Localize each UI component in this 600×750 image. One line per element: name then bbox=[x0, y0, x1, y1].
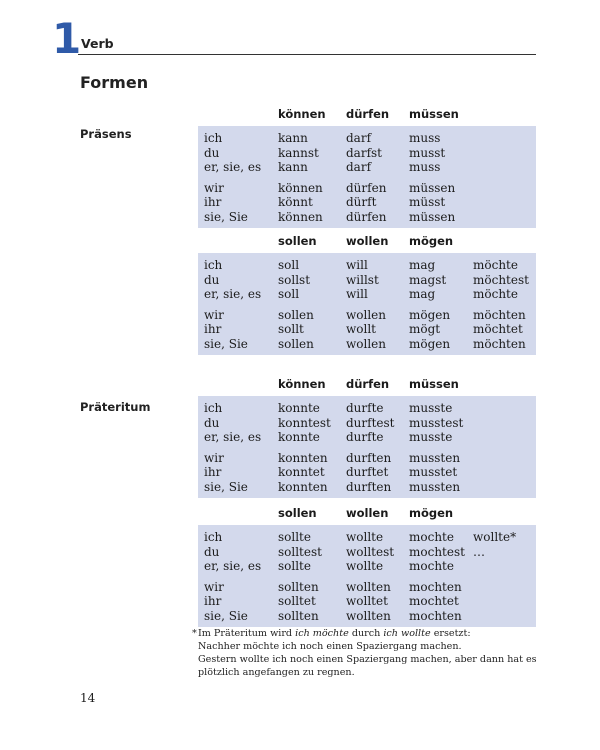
verb-form-cell: müssen bbox=[409, 180, 456, 195]
person-group bbox=[198, 530, 536, 574]
verb-form-cell: kannst bbox=[278, 145, 319, 160]
table-row bbox=[198, 594, 536, 609]
table-row bbox=[198, 181, 536, 196]
person-group bbox=[198, 258, 536, 302]
section-title: Formen bbox=[80, 73, 149, 92]
verb-form-cell: wollen bbox=[346, 307, 387, 322]
verb-form-cell: möchte bbox=[473, 287, 518, 301]
verb-form-cell: durfte bbox=[346, 430, 384, 444]
verb-form-cell: möchten bbox=[473, 307, 526, 322]
pronoun-cell: ihr bbox=[204, 465, 222, 479]
column-header: müssen bbox=[409, 107, 459, 121]
verb-form-cell: sollst bbox=[278, 272, 311, 287]
pronoun-cell: du bbox=[204, 145, 220, 160]
pronoun-cell: er, sie, es bbox=[204, 430, 262, 444]
verb-form-cell: muss bbox=[409, 160, 441, 174]
person-group bbox=[198, 181, 536, 225]
verb-form-cell: durften bbox=[346, 450, 392, 465]
verb-form-cell: darfst bbox=[346, 145, 382, 160]
verb-form-cell: musste bbox=[409, 430, 453, 444]
table-row bbox=[198, 287, 536, 302]
table-row bbox=[198, 308, 536, 323]
verb-form-cell: mögen bbox=[409, 307, 451, 322]
table-row bbox=[198, 545, 536, 560]
table-header-row bbox=[198, 503, 536, 525]
verb-form-cell: durftest bbox=[346, 415, 395, 430]
column-header: mögen bbox=[409, 234, 454, 248]
pronoun-cell: er, sie, es bbox=[204, 287, 262, 301]
header-rule bbox=[78, 54, 536, 55]
table-row bbox=[198, 210, 536, 225]
table-row bbox=[198, 258, 536, 273]
verb-form-cell: wollen bbox=[346, 336, 387, 351]
pronoun-cell: sie, Sie bbox=[204, 209, 248, 224]
shaded-conjugation-box bbox=[198, 396, 536, 498]
verb-form-cell: möchtet bbox=[473, 322, 523, 336]
pronoun-cell: wir bbox=[204, 450, 224, 465]
verb-form-cell: kann bbox=[278, 160, 308, 174]
verb-form-cell: mögen bbox=[409, 336, 451, 351]
verb-form-cell: musstet bbox=[409, 465, 458, 479]
verb-form-cell: solltet bbox=[278, 594, 316, 608]
table-row bbox=[198, 559, 536, 574]
footnote-rule-text: Im Präteritum wird ich möchte durch ich wollte ersetzt: bbox=[198, 628, 471, 639]
verb-form-cell: mag bbox=[409, 287, 436, 301]
verb-form-cell: konnte bbox=[278, 401, 320, 415]
verb-form-cell: können bbox=[278, 180, 323, 195]
table-row bbox=[198, 401, 536, 416]
verb-form-cell: konnten bbox=[278, 450, 328, 465]
table-row bbox=[198, 131, 536, 146]
table-row bbox=[198, 465, 536, 480]
verb-form-cell: will bbox=[346, 287, 368, 301]
verb-form-cell: können bbox=[278, 209, 323, 224]
verb-form-cell: mochtest bbox=[409, 544, 465, 559]
verb-form-cell: solltest bbox=[278, 544, 322, 559]
pronoun-cell: ihr bbox=[204, 195, 222, 209]
pronoun-cell: du bbox=[204, 415, 220, 430]
person-group bbox=[198, 451, 536, 495]
verb-form-cell: mochte bbox=[409, 530, 454, 544]
tense-label-praeteritum: Präteritum bbox=[80, 400, 151, 414]
verb-form-cell: wollte* bbox=[473, 530, 517, 544]
verb-form-cell: sollte bbox=[278, 559, 311, 573]
pronoun-cell: wir bbox=[204, 307, 224, 322]
verb-form-cell: sollte bbox=[278, 530, 311, 544]
chapter-title: Verb bbox=[81, 36, 114, 51]
table-header-row bbox=[198, 374, 536, 396]
table-row bbox=[198, 160, 536, 175]
pronoun-cell: er, sie, es bbox=[204, 559, 262, 573]
verb-form-cell: kann bbox=[278, 131, 308, 145]
verb-form-cell: wollten bbox=[346, 579, 391, 594]
verb-form-cell: durfte bbox=[346, 401, 384, 415]
pronoun-cell: ihr bbox=[204, 322, 222, 336]
verb-form-cell: magst bbox=[409, 272, 447, 287]
column-header: mögen bbox=[409, 506, 454, 520]
page-number: 14 bbox=[80, 691, 96, 705]
person-group bbox=[198, 401, 536, 445]
verb-form-cell: wollte bbox=[346, 559, 384, 573]
person-group bbox=[198, 131, 536, 175]
tense-label-praesens: Präsens bbox=[80, 127, 132, 141]
verb-form-cell: durften bbox=[346, 479, 392, 494]
table-row bbox=[198, 322, 536, 337]
verb-form-cell: dürft bbox=[346, 195, 377, 209]
shaded-conjugation-box bbox=[198, 525, 536, 627]
chapter-number: 1 bbox=[52, 14, 82, 63]
verb-form-cell: durftet bbox=[346, 465, 389, 479]
verb-form-cell: musste bbox=[409, 401, 453, 415]
verb-form-cell: sollten bbox=[278, 579, 319, 594]
column-header: können bbox=[278, 107, 326, 121]
verb-form-cell: möchten bbox=[473, 336, 526, 351]
verb-form-cell: wollte bbox=[346, 530, 384, 544]
pronoun-cell: ich bbox=[204, 530, 223, 544]
verb-form-cell: dürfen bbox=[346, 180, 387, 195]
footnote-example-2: Gestern wollte ich noch einen Spaziergang machen, aber dann hat es plötzlich angefangen zu regnen. bbox=[198, 654, 537, 678]
column-header: dürfen bbox=[346, 107, 390, 121]
conjugation-table-praesens-2 bbox=[198, 231, 536, 355]
table-header-row bbox=[198, 231, 536, 253]
verb-form-cell: wollten bbox=[346, 608, 391, 623]
table-row bbox=[198, 609, 536, 624]
verb-form-cell: sollen bbox=[278, 307, 314, 322]
verb-form-cell: wollt bbox=[346, 322, 376, 336]
verb-form-cell: mochten bbox=[409, 579, 462, 594]
verb-form-cell: konntet bbox=[278, 465, 325, 479]
table-row bbox=[198, 530, 536, 545]
verb-form-cell: muss bbox=[409, 131, 441, 145]
column-header: dürfen bbox=[346, 377, 390, 391]
footnote-mark: * bbox=[192, 628, 197, 639]
pronoun-cell: sie, Sie bbox=[204, 336, 248, 351]
column-header: sollen bbox=[278, 234, 317, 248]
table-row bbox=[198, 580, 536, 595]
verb-form-cell: darf bbox=[346, 131, 372, 145]
verb-form-cell: müssen bbox=[409, 209, 456, 224]
verb-form-cell: … bbox=[473, 544, 485, 559]
table-row bbox=[198, 480, 536, 495]
table-row bbox=[198, 416, 536, 431]
pronoun-cell: sie, Sie bbox=[204, 479, 248, 494]
verb-form-cell: musstest bbox=[409, 415, 464, 430]
verb-form-cell: wolltet bbox=[346, 594, 388, 608]
pronoun-cell: sie, Sie bbox=[204, 608, 248, 623]
pronoun-cell: wir bbox=[204, 579, 224, 594]
column-header: müssen bbox=[409, 377, 459, 391]
column-header: können bbox=[278, 377, 326, 391]
verb-form-cell: möchte bbox=[473, 258, 518, 272]
verb-form-cell: mussten bbox=[409, 479, 461, 494]
table-row bbox=[198, 451, 536, 466]
table-row bbox=[198, 337, 536, 352]
verb-form-cell: willst bbox=[346, 272, 379, 287]
pronoun-cell: ich bbox=[204, 131, 223, 145]
conjugation-table-praeteritum-2 bbox=[198, 503, 536, 627]
pronoun-cell: ihr bbox=[204, 594, 222, 608]
shaded-conjugation-box bbox=[198, 126, 536, 228]
verb-form-cell: mag bbox=[409, 258, 436, 272]
pronoun-cell: wir bbox=[204, 180, 224, 195]
verb-form-cell: mögt bbox=[409, 322, 441, 336]
verb-form-cell: soll bbox=[278, 287, 300, 301]
verb-form-cell: mochte bbox=[409, 559, 454, 573]
verb-form-cell: dürfen bbox=[346, 209, 387, 224]
column-header: sollen bbox=[278, 506, 317, 520]
pronoun-cell: ich bbox=[204, 401, 223, 415]
verb-form-cell: konnte bbox=[278, 430, 320, 444]
verb-form-cell: konnten bbox=[278, 479, 328, 494]
verb-form-cell: müsst bbox=[409, 195, 446, 209]
verb-form-cell: sollt bbox=[278, 322, 304, 336]
footnote-example-1: Nachher möchte ich noch einen Spaziergang machen. bbox=[198, 641, 462, 652]
verb-form-cell: könnt bbox=[278, 195, 313, 209]
table-header-row bbox=[198, 104, 536, 126]
pronoun-cell: er, sie, es bbox=[204, 160, 262, 174]
column-header: wollen bbox=[346, 506, 389, 520]
verb-form-cell: soll bbox=[278, 258, 300, 272]
person-group bbox=[198, 580, 536, 624]
footnote bbox=[192, 627, 538, 679]
conjugation-table-praeteritum-1 bbox=[198, 374, 536, 498]
verb-form-cell: will bbox=[346, 258, 368, 272]
table-row bbox=[198, 146, 536, 161]
verb-form-cell: darf bbox=[346, 160, 372, 174]
verb-form-cell: möchtest bbox=[473, 272, 529, 287]
verb-form-cell: konntest bbox=[278, 415, 331, 430]
verb-form-cell: sollten bbox=[278, 608, 319, 623]
verb-form-cell: sollen bbox=[278, 336, 314, 351]
pronoun-cell: ich bbox=[204, 258, 223, 272]
table-row bbox=[198, 430, 536, 445]
person-group bbox=[198, 308, 536, 352]
verb-form-cell: mochtet bbox=[409, 594, 459, 608]
pronoun-cell: du bbox=[204, 272, 220, 287]
conjugation-table-praesens-1 bbox=[198, 104, 536, 228]
table-row bbox=[198, 195, 536, 210]
verb-form-cell: mochten bbox=[409, 608, 462, 623]
table-row bbox=[198, 273, 536, 288]
verb-form-cell: wolltest bbox=[346, 544, 395, 559]
verb-form-cell: mussten bbox=[409, 450, 461, 465]
shaded-conjugation-box bbox=[198, 253, 536, 355]
column-header: wollen bbox=[346, 234, 389, 248]
pronoun-cell: du bbox=[204, 544, 220, 559]
verb-form-cell: musst bbox=[409, 145, 446, 160]
